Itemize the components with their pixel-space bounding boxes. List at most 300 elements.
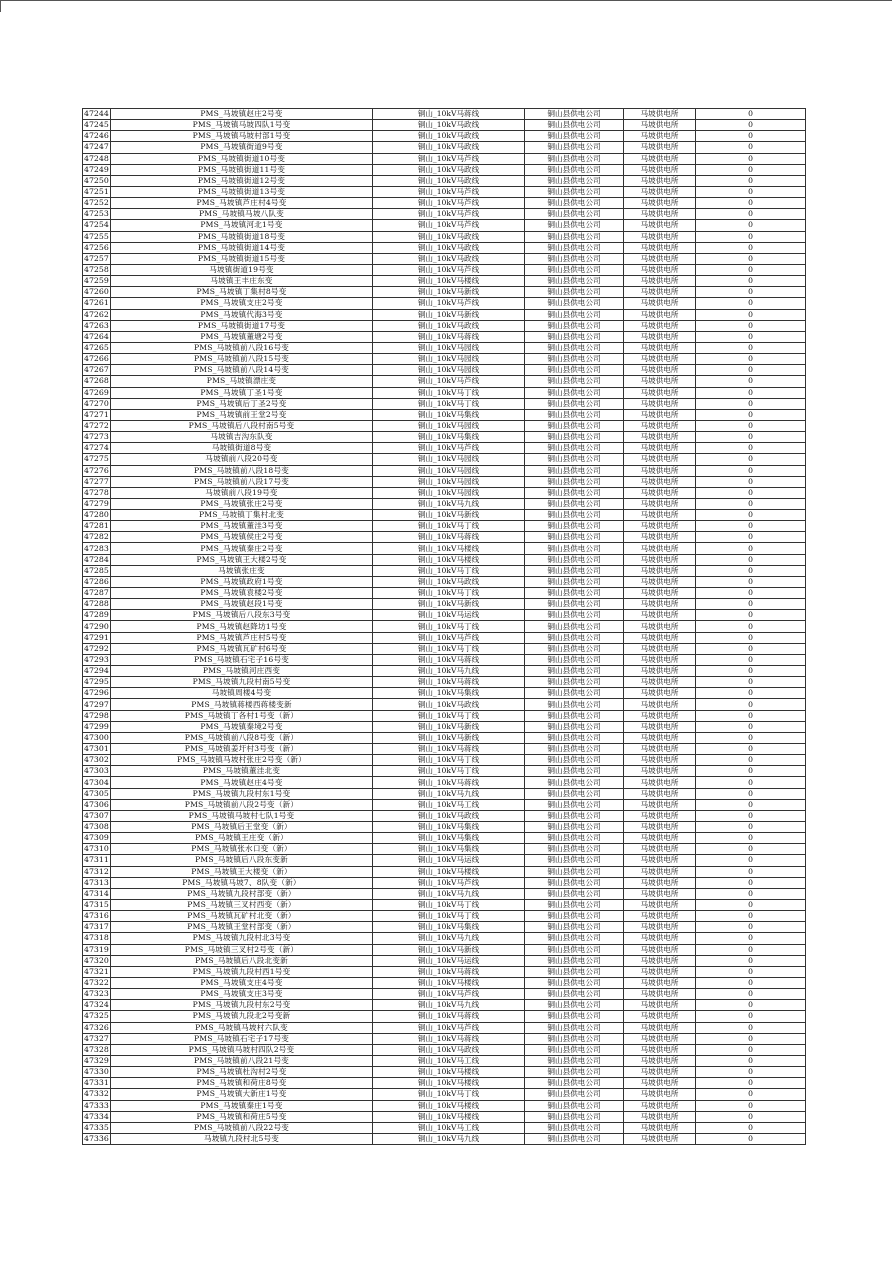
- id-cell: 47295: [84, 677, 109, 687]
- company-cell: 铜山县供电公司: [525, 777, 624, 788]
- feeder-line-cell: 铜山_10kV马政线: [373, 120, 525, 131]
- table-row: [83, 989, 806, 1000]
- feeder-line-cell: 铜山_10kV马芦线: [373, 298, 525, 309]
- value-cell: 0: [696, 944, 806, 955]
- station-cell: 马坡供电所: [624, 588, 696, 599]
- id-cell: 47268: [84, 376, 109, 386]
- feeder-line-cell: 铜山_10kV马政线: [373, 142, 525, 153]
- table-row: [83, 610, 806, 621]
- feeder-line-cell: 铜山_10kV马九线: [373, 933, 525, 944]
- company-cell: 铜山县供电公司: [525, 576, 624, 587]
- feeder-line-cell: 铜山_10kV马运线: [373, 955, 525, 966]
- feeder-line-cell: 铜山_10kV马政线: [373, 175, 525, 186]
- table-row: [83, 632, 806, 643]
- feeder-line-cell: 铜山_10kV马蒋线: [373, 654, 525, 665]
- station-cell: 马坡供电所: [624, 1067, 696, 1078]
- station-cell: 马坡供电所: [624, 320, 696, 331]
- company-cell: 铜山县供电公司: [525, 922, 624, 933]
- transformer-name-cell: 马坡镇周楼4号变: [111, 688, 373, 699]
- table-row: [83, 1133, 806, 1144]
- feeder-line-cell: 铜山_10kV马运线: [373, 610, 525, 621]
- id-cell: 47323: [84, 989, 109, 999]
- value-cell: 0: [696, 1111, 806, 1122]
- transformer-name-cell: PMS_马坡镇街道11号变: [111, 164, 373, 175]
- value-cell: 0: [696, 1055, 806, 1066]
- transformer-name-cell: PMS_马坡镇后八段村南5号变: [111, 420, 373, 431]
- station-cell: 马坡供电所: [624, 309, 696, 320]
- station-cell: 马坡供电所: [624, 465, 696, 476]
- value-cell: 0: [696, 320, 806, 331]
- id-cell: 47293: [84, 654, 109, 664]
- station-cell: 马坡供电所: [624, 521, 696, 532]
- company-cell: 铜山县供电公司: [525, 1033, 624, 1044]
- company-cell: 铜山县供电公司: [525, 877, 624, 888]
- transformer-name-cell: PMS_马坡镇袁楼2号变: [111, 588, 373, 599]
- station-cell: 马坡供电所: [624, 744, 696, 755]
- table-row: [83, 710, 806, 721]
- value-cell: 0: [696, 109, 806, 120]
- table-row: [83, 877, 806, 888]
- station-cell: 马坡供电所: [624, 955, 696, 966]
- station-cell: 马坡供电所: [624, 1100, 696, 1111]
- station-cell: 马坡供电所: [624, 666, 696, 677]
- station-cell: 马坡供电所: [624, 387, 696, 398]
- value-cell: 0: [696, 677, 806, 688]
- value-cell: 0: [696, 554, 806, 565]
- id-cell: 47248: [84, 153, 109, 163]
- company-cell: 铜山县供电公司: [525, 432, 624, 443]
- table-row: [83, 175, 806, 186]
- table-row: [83, 576, 806, 587]
- id-cell: 47249: [84, 164, 109, 174]
- feeder-line-cell: 铜山_10kV马集线: [373, 688, 525, 699]
- transformer-name-cell: PMS_马坡镇九段村部变（新）: [111, 888, 373, 899]
- feeder-line-cell: 铜山_10kV马九线: [373, 666, 525, 677]
- transformer-name-cell: PMS_马坡镇河北1号变: [111, 220, 373, 231]
- feeder-line-cell: 铜山_10kV马楼线: [373, 1111, 525, 1122]
- feeder-line-cell: 铜山_10kV马芦线: [373, 376, 525, 387]
- transformer-name-cell: PMS_马坡镇马坡村七队1号变: [111, 810, 373, 821]
- company-cell: 铜山县供电公司: [525, 109, 624, 120]
- value-cell: 0: [696, 1122, 806, 1133]
- table-row: [83, 744, 806, 755]
- transformer-name-cell: PMS_马坡镇芦庄村4号变: [111, 198, 373, 209]
- company-cell: 铜山县供电公司: [525, 721, 624, 732]
- table-row: [83, 354, 806, 365]
- transformer-name-cell: 马坡镇九段村北5号变: [111, 1133, 373, 1144]
- transformer-name-cell: PMS_马坡镇后王堂变（新）: [111, 822, 373, 833]
- feeder-line-cell: 铜山_10kV马政线: [373, 1044, 525, 1055]
- value-cell: 0: [696, 654, 806, 665]
- value-cell: 0: [696, 331, 806, 342]
- id-cell: 47279: [84, 498, 109, 508]
- transformer-name-cell: 马坡镇前八段20号变: [111, 454, 373, 465]
- station-cell: 马坡供电所: [624, 420, 696, 431]
- station-cell: 马坡供电所: [624, 220, 696, 231]
- table-row: [83, 532, 806, 543]
- station-cell: 马坡供电所: [624, 409, 696, 420]
- value-cell: 0: [696, 1067, 806, 1078]
- feeder-line-cell: 铜山_10kV马集线: [373, 844, 525, 855]
- id-cell: 47326: [84, 1022, 109, 1032]
- id-cell: 47333: [84, 1100, 109, 1110]
- feeder-line-cell: 铜山_10kV马集线: [373, 822, 525, 833]
- transformer-name-cell: PMS_马坡镇街道9号变: [111, 142, 373, 153]
- company-cell: 铜山县供电公司: [525, 1133, 624, 1144]
- station-cell: 马坡供电所: [624, 186, 696, 197]
- value-cell: 0: [696, 888, 806, 899]
- table-row: [83, 866, 806, 877]
- id-cell: 47266: [84, 354, 109, 364]
- feeder-line-cell: 铜山_10kV马丁线: [373, 621, 525, 632]
- id-cell: 47253: [84, 209, 109, 219]
- transformer-name-cell: PMS_马坡镇赵段1号变: [111, 599, 373, 610]
- id-cell: 47291: [84, 632, 109, 642]
- id-cell: 47306: [84, 799, 109, 809]
- company-cell: 铜山县供电公司: [525, 588, 624, 599]
- table-row: [83, 521, 806, 532]
- value-cell: 0: [696, 287, 806, 298]
- transformer-name-cell: PMS_马坡镇前八段21号变: [111, 1055, 373, 1066]
- id-cell: 47301: [84, 744, 109, 754]
- transformer-name-cell: PMS_马坡镇马坡村六队变: [111, 1022, 373, 1033]
- value-cell: 0: [696, 309, 806, 320]
- value-cell: 0: [696, 688, 806, 699]
- station-cell: 马坡供电所: [624, 498, 696, 509]
- id-cell: 47319: [84, 944, 109, 954]
- feeder-line-cell: 铜山_10kV马楼线: [373, 1078, 525, 1089]
- value-cell: 0: [696, 621, 806, 632]
- value-cell: 0: [696, 186, 806, 197]
- value-cell: 0: [696, 732, 806, 743]
- value-cell: 0: [696, 810, 806, 821]
- id-cell: 47328: [84, 1044, 109, 1054]
- company-cell: 铜山县供电公司: [525, 342, 624, 353]
- feeder-line-cell: 铜山_10kV马新线: [373, 510, 525, 521]
- table-row: [83, 777, 806, 788]
- company-cell: 铜山县供电公司: [525, 1022, 624, 1033]
- value-cell: 0: [696, 1100, 806, 1111]
- station-cell: 马坡供电所: [624, 253, 696, 264]
- transformer-name-cell: PMS_马坡镇秦庄2号变: [111, 543, 373, 554]
- feeder-line-cell: 铜山_10kV马蒋线: [373, 1033, 525, 1044]
- value-cell: 0: [696, 276, 806, 287]
- station-cell: 马坡供电所: [624, 209, 696, 220]
- table-row: [83, 565, 806, 576]
- station-cell: 马坡供电所: [624, 342, 696, 353]
- feeder-line-cell: 铜山_10kV马园线: [373, 342, 525, 353]
- station-cell: 马坡供电所: [624, 1089, 696, 1100]
- feeder-line-cell: 铜山_10kV马工线: [373, 1122, 525, 1133]
- feeder-line-cell: 铜山_10kV马楼线: [373, 1100, 525, 1111]
- transformer-name-cell: PMS_马坡镇街道13号变: [111, 186, 373, 197]
- company-cell: 铜山县供电公司: [525, 565, 624, 576]
- station-cell: 马坡供电所: [624, 120, 696, 131]
- feeder-line-cell: 铜山_10kV马楼线: [373, 276, 525, 287]
- feeder-line-cell: 铜山_10kV马芦线: [373, 1022, 525, 1033]
- id-cell: 47314: [84, 888, 109, 898]
- company-cell: 铜山县供电公司: [525, 766, 624, 777]
- table-row: [83, 766, 806, 777]
- transformer-name-cell: PMS_马坡镇秦庄1号变: [111, 1100, 373, 1111]
- value-cell: 0: [696, 476, 806, 487]
- value-cell: 0: [696, 699, 806, 710]
- transformer-name-cell: PMS_马坡镇九段村北3号变: [111, 933, 373, 944]
- table-row: [83, 1111, 806, 1122]
- id-cell: 47274: [84, 443, 109, 453]
- station-cell: 马坡供电所: [624, 1122, 696, 1133]
- table-row: [83, 688, 806, 699]
- table-row: [83, 498, 806, 509]
- id-cell: 47273: [84, 432, 109, 442]
- feeder-line-cell: 铜山_10kV马园线: [373, 365, 525, 376]
- value-cell: 0: [696, 298, 806, 309]
- table-row: [83, 677, 806, 688]
- company-cell: 铜山县供电公司: [525, 799, 624, 810]
- feeder-line-cell: 铜山_10kV马集线: [373, 922, 525, 933]
- feeder-line-cell: 铜山_10kV马丁线: [373, 521, 525, 532]
- station-cell: 马坡供电所: [624, 710, 696, 721]
- table-row: [83, 120, 806, 131]
- company-cell: 铜山县供电公司: [525, 866, 624, 877]
- feeder-line-cell: 铜山_10kV马政线: [373, 131, 525, 142]
- transformer-name-cell: PMS_马坡镇大新庄1号变: [111, 1089, 373, 1100]
- feeder-line-cell: 铜山_10kV马政线: [373, 164, 525, 175]
- station-cell: 马坡供电所: [624, 131, 696, 142]
- company-cell: 铜山县供电公司: [525, 810, 624, 821]
- station-cell: 马坡供电所: [624, 287, 696, 298]
- transformer-name-cell: PMS_马坡镇后八段东变新: [111, 855, 373, 866]
- feeder-line-cell: 铜山_10kV马芦线: [373, 209, 525, 220]
- transformer-name-cell: PMS_马坡镇后丁圣2号变: [111, 398, 373, 409]
- table-row: [83, 621, 806, 632]
- value-cell: 0: [696, 643, 806, 654]
- station-cell: 马坡供电所: [624, 142, 696, 153]
- feeder-line-cell: 铜山_10kV马政线: [373, 253, 525, 264]
- transformer-name-cell: PMS_马坡镇后八段北变新: [111, 955, 373, 966]
- feeder-line-cell: 铜山_10kV马园线: [373, 487, 525, 498]
- station-cell: 马坡供电所: [624, 911, 696, 922]
- station-cell: 马坡供电所: [624, 576, 696, 587]
- table-row: [83, 755, 806, 766]
- transformer-name-cell: PMS_马坡镇支庄2号变: [111, 298, 373, 309]
- value-cell: 0: [696, 454, 806, 465]
- id-cell: 47245: [84, 120, 109, 130]
- transformer-name-cell: PMS_马坡镇王堂村部变（新）: [111, 922, 373, 933]
- station-cell: 马坡供电所: [624, 899, 696, 910]
- feeder-line-cell: 铜山_10kV马楼线: [373, 554, 525, 565]
- transformer-name-cell: PMS_马坡镇支庄3号变: [111, 989, 373, 1000]
- value-cell: 0: [696, 588, 806, 599]
- feeder-line-cell: 铜山_10kV马芦线: [373, 186, 525, 197]
- company-cell: 铜山县供电公司: [525, 231, 624, 242]
- transformer-name-cell: PMS_马坡镇河庄西变: [111, 666, 373, 677]
- feeder-line-cell: 铜山_10kV马园线: [373, 476, 525, 487]
- value-cell: 0: [696, 510, 806, 521]
- feeder-line-cell: 铜山_10kV马园线: [373, 465, 525, 476]
- table-row: [83, 599, 806, 610]
- id-cell: 47280: [84, 510, 109, 520]
- value-cell: 0: [696, 933, 806, 944]
- company-cell: 铜山县供电公司: [525, 153, 624, 164]
- station-cell: 马坡供电所: [624, 264, 696, 275]
- feeder-line-cell: 铜山_10kV马新线: [373, 599, 525, 610]
- value-cell: 0: [696, 153, 806, 164]
- station-cell: 马坡供电所: [624, 432, 696, 443]
- feeder-line-cell: 铜山_10kV马新线: [373, 732, 525, 743]
- id-cell: 47308: [84, 822, 109, 832]
- station-cell: 马坡供电所: [624, 922, 696, 933]
- company-cell: 铜山县供电公司: [525, 264, 624, 275]
- table-row: [83, 855, 806, 866]
- id-cell: 47246: [84, 131, 109, 141]
- feeder-line-cell: 铜山_10kV马九线: [373, 498, 525, 509]
- value-cell: 0: [696, 1133, 806, 1144]
- feeder-line-cell: 铜山_10kV马蒋线: [373, 532, 525, 543]
- feeder-line-cell: 铜山_10kV马芦线: [373, 198, 525, 209]
- feeder-line-cell: 铜山_10kV马丁线: [373, 766, 525, 777]
- id-cell: 47299: [84, 721, 109, 731]
- transformer-name-cell: PMS_马坡镇瓦矿村北变（新）: [111, 911, 373, 922]
- transformer-name-cell: 马坡镇前八段19号变: [111, 487, 373, 498]
- feeder-line-cell: 铜山_10kV马九线: [373, 1000, 525, 1011]
- id-cell: 47329: [84, 1056, 109, 1066]
- id-cell: 47330: [84, 1067, 109, 1077]
- transformer-name-cell: PMS_马坡镇王大楼变（新）: [111, 866, 373, 877]
- table-row: [83, 1100, 806, 1111]
- feeder-line-cell: 铜山_10kV马丁线: [373, 1089, 525, 1100]
- company-cell: 铜山县供电公司: [525, 209, 624, 220]
- transformer-name-cell: PMS_马坡镇丁集村北变: [111, 510, 373, 521]
- company-cell: 铜山县供电公司: [525, 844, 624, 855]
- station-cell: 马坡供电所: [624, 376, 696, 387]
- table-row: [83, 198, 806, 209]
- station-cell: 马坡供电所: [624, 677, 696, 688]
- feeder-line-cell: 铜山_10kV马丁线: [373, 588, 525, 599]
- id-cell: 47325: [84, 1011, 109, 1021]
- table-row: [83, 510, 806, 521]
- company-cell: 铜山县供电公司: [525, 309, 624, 320]
- table-row: [83, 420, 806, 431]
- company-cell: 铜山县供电公司: [525, 365, 624, 376]
- feeder-line-cell: 铜山_10kV马芦线: [373, 877, 525, 888]
- table-row: [83, 666, 806, 677]
- station-cell: 马坡供电所: [624, 1111, 696, 1122]
- transformer-name-cell: PMS_马坡镇董洼3号变: [111, 521, 373, 532]
- company-cell: 铜山县供电公司: [525, 387, 624, 398]
- id-cell: 47303: [84, 766, 109, 776]
- value-cell: 0: [696, 576, 806, 587]
- id-cell: 47250: [84, 175, 109, 185]
- company-cell: 铜山县供电公司: [525, 142, 624, 153]
- table-row: [83, 833, 806, 844]
- id-cell: 47324: [84, 1000, 109, 1010]
- station-cell: 马坡供电所: [624, 766, 696, 777]
- table-row: [83, 131, 806, 142]
- id-cell: 47286: [84, 576, 109, 586]
- value-cell: 0: [696, 532, 806, 543]
- id-cell: 47271: [84, 409, 109, 419]
- transformer-name-cell: PMS_马坡镇马坡村四队2号变: [111, 1044, 373, 1055]
- company-cell: 铜山县供电公司: [525, 855, 624, 866]
- transformer-name-cell: PMS_马坡镇街道18号变: [111, 231, 373, 242]
- table-row: [83, 153, 806, 164]
- id-cell: 47258: [84, 265, 109, 275]
- value-cell: 0: [696, 131, 806, 142]
- transformer-name-cell: 马坡镇王丰庄东变: [111, 276, 373, 287]
- company-cell: 铜山县供电公司: [525, 744, 624, 755]
- company-cell: 铜山县供电公司: [525, 131, 624, 142]
- id-cell: 47260: [84, 287, 109, 297]
- id-cell: 47278: [84, 487, 109, 497]
- transformer-name-cell: PMS_马坡镇董塘2号变: [111, 331, 373, 342]
- value-cell: 0: [696, 1044, 806, 1055]
- id-cell: 47262: [84, 309, 109, 319]
- id-cell: 47294: [84, 666, 109, 676]
- value-cell: 0: [696, 877, 806, 888]
- station-cell: 马坡供电所: [624, 966, 696, 977]
- value-cell: 0: [696, 710, 806, 721]
- station-cell: 马坡供电所: [624, 443, 696, 454]
- id-cell: 47296: [84, 688, 109, 698]
- value-cell: 0: [696, 231, 806, 242]
- company-cell: 铜山县供电公司: [525, 1100, 624, 1111]
- company-cell: 铜山县供电公司: [525, 911, 624, 922]
- id-cell: 47292: [84, 643, 109, 653]
- company-cell: 铜山县供电公司: [525, 677, 624, 688]
- company-cell: 铜山县供电公司: [525, 554, 624, 565]
- feeder-line-cell: 铜山_10kV马丁线: [373, 643, 525, 654]
- id-cell: 47263: [84, 320, 109, 330]
- id-cell: 47247: [84, 142, 109, 152]
- table-row: [83, 844, 806, 855]
- company-cell: 铜山县供电公司: [525, 1044, 624, 1055]
- feeder-line-cell: 铜山_10kV马九线: [373, 788, 525, 799]
- value-cell: 0: [696, 788, 806, 799]
- transformer-name-cell: PMS_马坡镇代海3号变: [111, 309, 373, 320]
- station-cell: 马坡供电所: [624, 175, 696, 186]
- transformer-name-cell: PMS_马坡镇九段村西1号变: [111, 966, 373, 977]
- transformer-name-cell: PMS_马坡镇后八段东3号变: [111, 610, 373, 621]
- id-cell: 47285: [84, 565, 109, 575]
- station-cell: 马坡供电所: [624, 933, 696, 944]
- value-cell: 0: [696, 565, 806, 576]
- transformer-name-cell: PMS_马坡镇王大楼2号变: [111, 554, 373, 565]
- station-cell: 马坡供电所: [624, 989, 696, 1000]
- feeder-line-cell: 铜山_10kV马新线: [373, 287, 525, 298]
- company-cell: 铜山县供电公司: [525, 487, 624, 498]
- value-cell: 0: [696, 220, 806, 231]
- feeder-line-cell: 铜山_10kV马园线: [373, 354, 525, 365]
- id-cell: 47331: [84, 1078, 109, 1088]
- transformer-name-cell: PMS_马坡镇前八段8号变（新）: [111, 732, 373, 743]
- value-cell: 0: [696, 1011, 806, 1022]
- transformer-name-cell: PMS_马坡镇街道10号变: [111, 153, 373, 164]
- company-cell: 铜山县供电公司: [525, 543, 624, 554]
- company-cell: 铜山县供电公司: [525, 521, 624, 532]
- transformer-name-cell: 马坡镇张庄变: [111, 565, 373, 576]
- station-cell: 马坡供电所: [624, 1078, 696, 1089]
- transformer-name-cell: PMS_马坡镇和荷庄5号变: [111, 1111, 373, 1122]
- company-cell: 铜山县供电公司: [525, 164, 624, 175]
- transformer-name-cell: PMS_马坡镇赵庄2号变: [111, 109, 373, 120]
- transformer-name-cell: PMS_马坡镇漂庄变: [111, 376, 373, 387]
- table-row: [83, 955, 806, 966]
- transformer-name-cell: PMS_马坡镇前八段14号变: [111, 365, 373, 376]
- id-cell: 47284: [84, 554, 109, 564]
- table-row: [83, 911, 806, 922]
- station-cell: 马坡供电所: [624, 788, 696, 799]
